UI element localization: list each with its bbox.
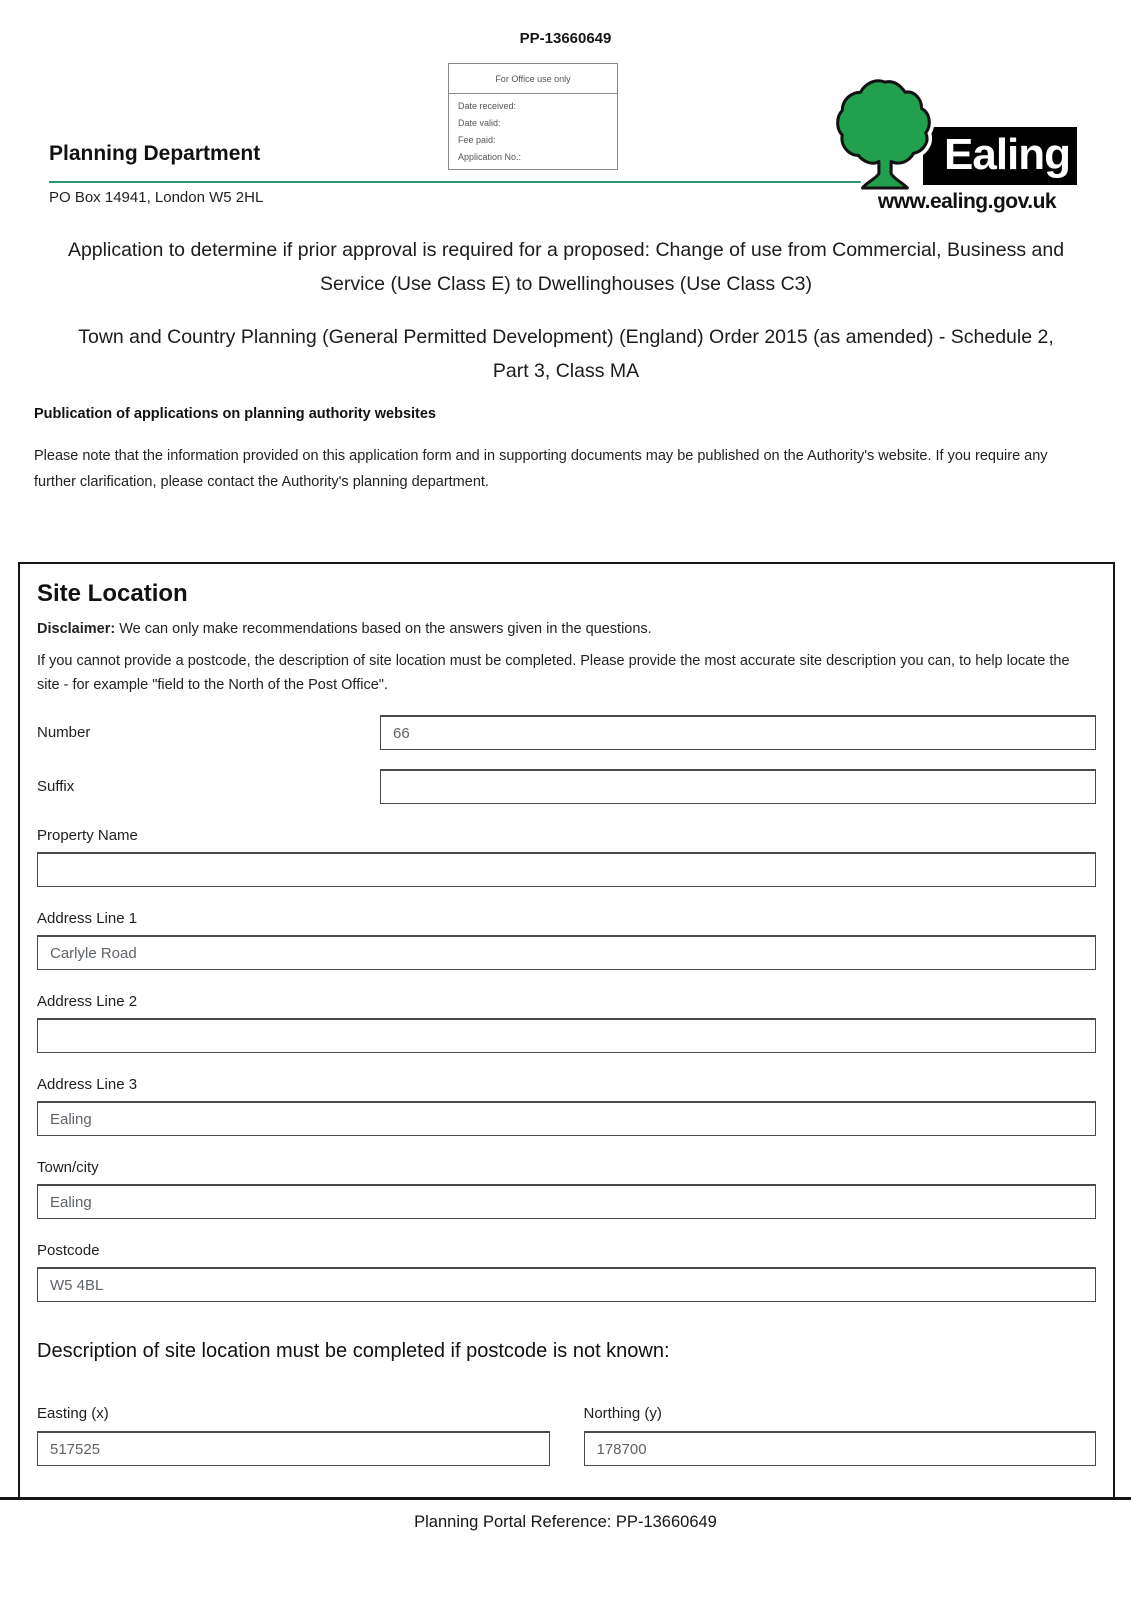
- page-bottom-divider: [0, 1497, 1131, 1500]
- disclaimer-label: Disclaimer:: [37, 621, 116, 637]
- office-use-date-valid: Date valid:: [458, 118, 501, 128]
- planning-portal-reference: PP-13660649: [519, 30, 612, 47]
- application-title: [66, 233, 1066, 388]
- address-line-1-input[interactable]: [37, 935, 1096, 970]
- ealing-website-text: www.ealing.gov.uk: [877, 190, 1057, 213]
- footer-reference: Planning Portal Reference: PP-13660649: [414, 1513, 717, 1531]
- property-name-label: Property Name: [37, 827, 138, 844]
- office-use-box: [448, 63, 618, 170]
- address-line-3-label: Address Line 3: [37, 1076, 138, 1093]
- department-address: PO Box 14941, London W5 2HL: [49, 189, 264, 206]
- easting-field: [37, 1403, 550, 1466]
- disclaimer-text: We can only make recommendations based on the answers given in the questions.: [119, 621, 652, 637]
- ealing-logo: [923, 127, 1077, 185]
- town-city-label: Town/city: [37, 1159, 99, 1176]
- publication-body: Please note that the information provided on this application form and in supporting documents may be published on the Authority's website. If you require any further clarification, please contact the Authority's planning department.: [34, 448, 1048, 490]
- application-title-line2: Town and Country Planning (General Permitted Development) (England) Order 2015 (as amended) - Schedule 2, Part 3, Class MA: [78, 326, 1054, 382]
- easting-label: Easting (x): [37, 1405, 109, 1422]
- site-location-disclaimer: [37, 621, 1096, 637]
- suffix-input[interactable]: [380, 769, 1096, 804]
- address-line-3-input[interactable]: [37, 1101, 1096, 1136]
- site-location-section: [18, 562, 1115, 1497]
- number-input[interactable]: [380, 715, 1096, 750]
- northing-input[interactable]: [584, 1431, 1097, 1466]
- postcode-field: [37, 1240, 1096, 1302]
- ealing-logo-wordmark: Ealing: [944, 130, 1071, 179]
- address-line-2-label: Address Line 2: [37, 993, 138, 1010]
- office-use-application-no: Application No.:: [458, 152, 522, 162]
- address-line-1-label: Address Line 1: [37, 910, 138, 927]
- site-location-instructions: If you cannot provide a postcode, the description of site location must be completed. Please provide the most accurate site description you can, to help locate the site - for example "field to the North of the Post Office".: [37, 653, 1070, 693]
- town-city-field: [37, 1157, 1096, 1219]
- office-use-title: For Office use only: [449, 64, 617, 94]
- address-line-1-field: [37, 908, 1096, 970]
- office-use-date-received: Date received:: [458, 101, 517, 111]
- suffix-field-row: [37, 769, 1096, 804]
- northing-field: [584, 1403, 1097, 1466]
- property-name-field: [37, 825, 1096, 887]
- northing-label: Northing (y): [583, 1405, 662, 1422]
- postcode-input[interactable]: [37, 1267, 1096, 1302]
- postcode-label: Postcode: [37, 1242, 100, 1259]
- ealing-tree-icon: [834, 76, 936, 190]
- department-title: Planning Department: [49, 142, 261, 165]
- header-divider-line: [49, 181, 861, 183]
- site-location-heading: Site Location: [37, 580, 188, 607]
- property-name-input[interactable]: [37, 852, 1096, 887]
- easting-input[interactable]: [37, 1431, 550, 1466]
- number-field-row: [37, 715, 1096, 750]
- site-description-heading: Description of site location must be completed if postcode is not known:: [37, 1340, 670, 1362]
- suffix-label: Suffix: [37, 778, 75, 795]
- application-title-line1: Application to determine if prior approval is required for a proposed: Change of use from Commercial, Business and Service (Use Class E) to Dwellinghouses (Use Class C3): [67, 239, 1065, 295]
- town-city-input[interactable]: [37, 1184, 1096, 1219]
- publication-heading: Publication of applications on planning authority websites: [34, 406, 436, 422]
- office-use-fee-paid: Fee paid:: [458, 135, 496, 145]
- address-line-3-field: [37, 1074, 1096, 1136]
- address-line-2-input[interactable]: [37, 1018, 1096, 1053]
- number-label: Number: [37, 724, 91, 741]
- coordinates-row: [37, 1403, 1096, 1466]
- address-line-2-field: [37, 991, 1096, 1053]
